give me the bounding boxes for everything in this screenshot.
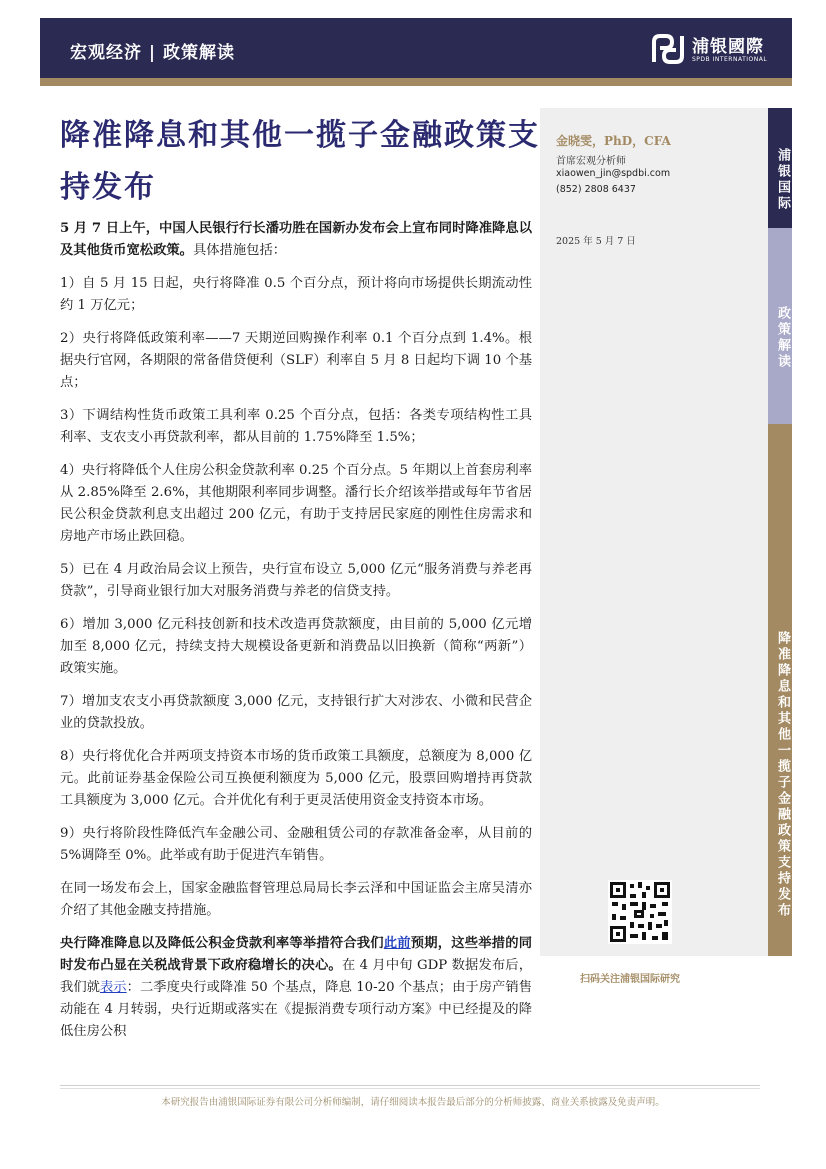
conclusion-bold-1: 央行降准降息以及降低公积金贷款利率等举措符合我们 <box>60 936 384 951</box>
report-category: 宏观经济 | 政策解读 <box>70 43 236 63</box>
measure-item: 2）央行将降低政策利率——7 天期逆回购操作利率 0.1 个百分点到 1.4%。根据央行官网，各期限的常备借贷便利（SLF）利率自 5 月 8 日起均下调 10 个基点； <box>60 331 532 390</box>
previous-report-link[interactable]: 此前 <box>383 936 411 951</box>
analyst-email[interactable]: xiaowen_jin@spdbi.com <box>556 168 671 179</box>
side-tab-title: 降准降息和其他一揽子金融政策支持发布 <box>768 424 792 956</box>
measure-item: 9）央行将阶段性降低汽车金融公司、金融租赁公司的存款准备金率，从目前的 5%调降至 0%。此举或有助于促进汽车销售。 <box>60 826 532 863</box>
qr-caption: 扫码关注浦银国际研究 <box>580 974 680 985</box>
qr-code-icon[interactable] <box>608 880 672 944</box>
footer-divider <box>60 1085 760 1086</box>
page-title: 降准降息和其他一揽子金融政策支持发布 <box>60 118 540 205</box>
closing-paragraph: 在同一场发布会上，国家金融监督管理总局局长李云泽和中国证监会主席吴清亦介绍了其他金融支持措施。 <box>60 881 532 918</box>
measure-item: 6）增加 3,000 亿元科技创新和技术改造再贷款额度，由目前的 5,000 亿元增加至 8,000 亿元，持续支持大规模设备更新和消费品以旧换新（简称“两新”）政策实施。 <box>60 617 532 676</box>
analyst-role: 首席宏观分析师 <box>556 156 626 167</box>
measure-item: 3）下调结构性货币政策工具利率 0.25 个百分点，包括：各类专项结构性工具利率、支农支小再贷款利率，都从目前的 1.75%降至 1.5%； <box>60 408 532 445</box>
intro-bold: 5 月 7 日上午，中国人民银行行长潘功胜在国新办发布会上宣布同时降准降息以及其他货币宽松政策。 <box>60 221 532 258</box>
analyst-panel <box>540 108 768 985</box>
footer-divider-secondary <box>60 1088 760 1089</box>
side-tab-brand: 浦银国际 <box>768 108 792 228</box>
measure-item: 8）央行将优化合并两项支持资本市场的货币政策工具额度，总额度为 8,000 亿元。此前证券基金保险公司互换便利额度为 5,000 亿元，股票回购增持再贷款工具额度为 3,000 亿元。合并优化有利于更灵活使用资金支持资本市场。 <box>60 749 532 808</box>
conclusion-text-2: ：二季度央行或降准 50 个基点，降息 10-20 个基点；由于房产销售动能在 4 月转弱，央行近期或落实在《提振消费专项行动方案》中已经提及的降低住房公积 <box>60 980 533 1039</box>
intro-rest: 具体措施包括： <box>192 243 287 258</box>
analyst-name: 金晓雯，PhD，CFA <box>556 134 671 148</box>
footer-disclaimer: 本研究报告由浦银国际证券有限公司分析师编制，请仔细阅读本报告最后部分的分析师披露、商业关系披露及免责声明。 <box>161 1097 665 1108</box>
intro-paragraph <box>60 218 532 262</box>
logo-name: 浦银國際 <box>692 37 764 57</box>
measure-item: 4）央行将降低个人住房公积金贷款利率 0.25 个百分点。5 年期以上首套房利率从 2.85%降至 2.6%，其他期限利率同步调整。潘行长介绍该举措或每年节省居民公积金贷款利息支出超过 200 亿元，有助于支持居民家庭的刚性住房需求和房地产市场止跌回稳。 <box>60 463 532 544</box>
stated-report-link[interactable]: 表示 <box>99 980 127 995</box>
spdb-logo <box>650 30 780 70</box>
analyst-phone: (852) 2808 6437 <box>556 184 636 195</box>
report-body <box>60 218 532 1054</box>
conclusion-bold-2: 预期，这些举措的同时发布凸显在关税战背景下政府稳增长的决心。 <box>60 936 533 973</box>
measure-item: 7）增加支农支小再贷款额度 3,000 亿元，支持银行扩大对涉农、小微和民营企业的贷款投放。 <box>60 694 532 731</box>
header-band <box>40 18 792 78</box>
conclusion-text-1: 在 4 月中旬 GDP 数据发布后，我们就 <box>60 958 532 995</box>
header-divider <box>40 78 792 86</box>
spdb-logo-icon <box>650 32 686 66</box>
measure-item: 5）已在 4 月政治局会议上预告，央行宣布设立 5,000 亿元“服务消费与养老再贷款”，引导商业银行加大对服务消费与养老的信贷支持。 <box>60 562 532 599</box>
report-date: 2025 年 5 月 7 日 <box>556 236 636 247</box>
logo-english: SPDB INTERNATIONAL <box>692 56 768 63</box>
measure-item: 1）自 5 月 15 日起，央行将降准 0.5 个百分点，预计将向市场提供长期流动性约 1 万亿元； <box>60 276 532 313</box>
conclusion-paragraph <box>60 933 532 1043</box>
side-tab-section: 政策解读 <box>768 228 792 424</box>
